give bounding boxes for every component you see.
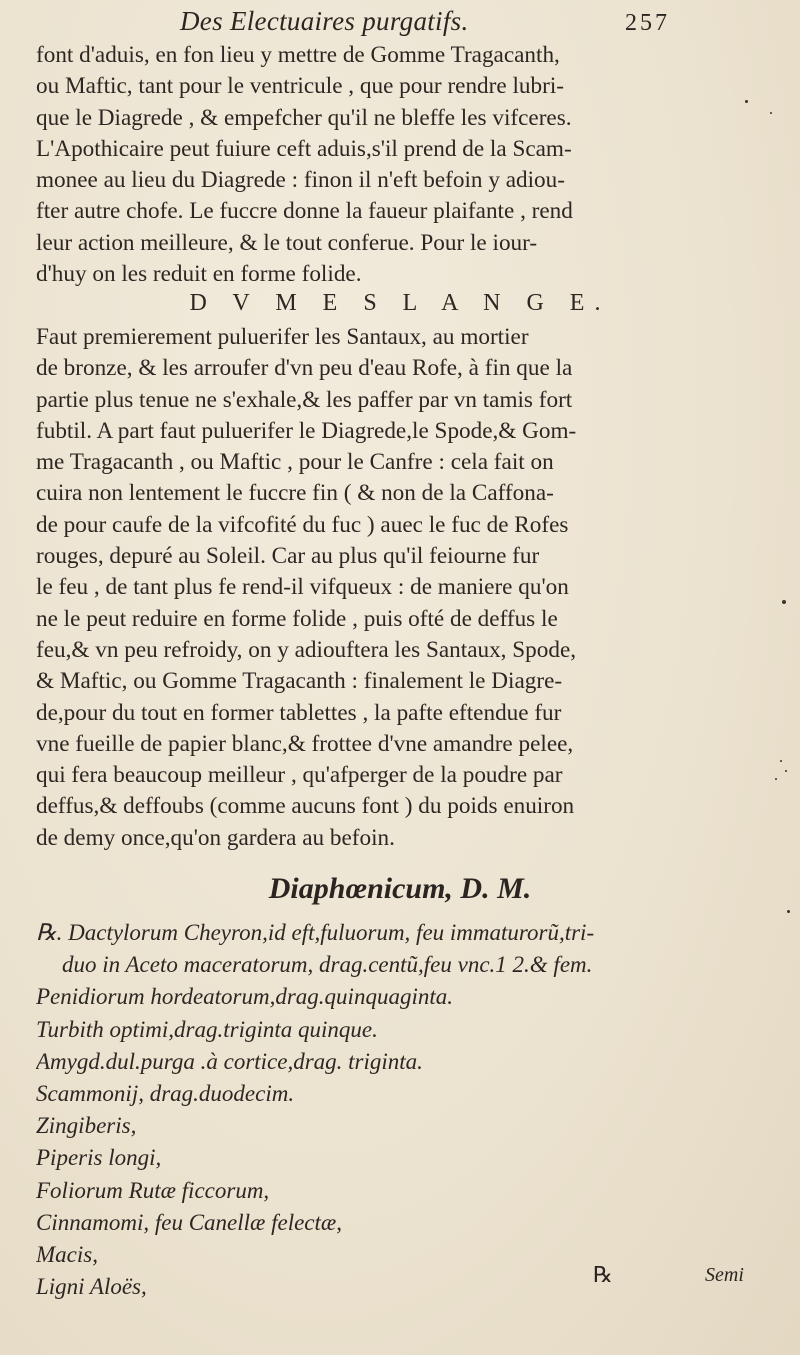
running-header [150,6,670,37]
ingredient-line: ℞. Dactylorum Cheyron,id eft,fuluorum, feu immaturorũ,tri- [36,920,595,945]
text-line: de bronze, & les arroufer d'vn peu d'eau Rofe, à fin que la [36,355,573,382]
page-number: 257 [625,10,670,36]
ingredient-line: Scammonij, drag.duodecim. [36,1080,295,1106]
text-line: de,pour du tout en former tablettes , la pafte eftendue fur [36,699,562,726]
text-line: partie plus tenue ne s'exhale,& les paffer par vn tamis fort [36,386,573,413]
paragraph-2 [36,322,776,854]
text-line: Faut premierement puluerifer les Santaux, au mortier [36,324,529,350]
ingredient-line: Amygd.dul.purga .à cortice,drag. triginta. [36,1048,423,1074]
text-line: fubtil. A part faut puluerifer le Diagrede,le Spode,& Gom- [36,417,577,444]
recipe-title: Diaphœnicum, D. M. [268,872,532,905]
ink-speck [745,100,748,103]
ingredient-line: Zingiberis, [36,1113,137,1139]
text-line: font d'aduis, en fon lieu y mettre de Gomme Tragacanth, [36,42,560,68]
text-line: que le Diagrede , & empefcher qu'il ne bleffe les vifceres. [36,104,572,131]
text-line: L'Apothicaire peut fuiure ceft aduis,s'il prend de la Scam- [36,135,572,162]
ingredient-line: Foliorum Rutæ ficcorum, [36,1177,270,1203]
text-line: qui fera beaucoup meilleur , qu'afperger de la poudre par [36,762,563,789]
recipe-custos: ℞ [593,1262,613,1287]
ingredient-line: Ligni Aloës, [36,1274,147,1300]
ink-speck [770,112,772,114]
text-line: de pour caufe de la vifcofité du fuc ) auec le fuc de Rofes [36,511,569,538]
text-line: fter autre chofe. Le fuccre donne la faueur plaifante , rend [36,198,573,225]
text-line: leur action meilleure, & le tout conferue. Pour le iour- [36,229,538,256]
ink-speck [775,778,777,780]
text-line: le feu , de tant plus fe rend-il vifqueux : de maniere qu'on [36,574,569,601]
page-footer [0,1262,800,1302]
text-line: monee au lieu du Diagrede : finon il n'eft befoin y adiou- [36,167,565,194]
text-line: cuira non lentement le fuccre fin ( & non de la Caffona- [36,480,554,507]
text-line: d'huy on les reduit en forme folide. [36,261,362,288]
text-line: feu,& vn peu refroidy, on y adiouftera les Santaux, Spode, [36,636,577,663]
running-title: Des Electuaires purgatifs. [180,6,469,36]
ingredient-line: duo in Aceto maceratorum, drag.centũ,feu vnc.1 2.& fem. [62,952,593,978]
text-line: ne le peut reduire en forme folide , puis ofté de deffus le [36,605,558,632]
ink-speck [785,770,787,772]
ink-speck [780,760,782,762]
ingredient-line: Turbith optimi,drag.triginta quinque. [36,1016,378,1042]
ink-speck [787,910,790,913]
ingredient-line: Penidiorum hordeatorum,drag.quinquaginta. [36,984,453,1010]
text-line: vne fueille de papier blanc,& frottee d'vne amandre pelee, [36,730,574,757]
ingredient-line: Cinnamomi, feu Canellæ felectæ, [36,1209,342,1235]
ink-speck [782,600,786,604]
recipe-ingredients [36,917,776,1303]
text-line: deffus,& deffoubs (comme aucuns font ) du poids enuiron [36,793,575,820]
ingredient-line: Macis, [36,1241,98,1267]
paragraph-1 [36,40,776,290]
text-line: & Maftic, ou Gomme Tragacanth : finalement le Diagre- [36,668,563,695]
catchword: Semi [705,1264,744,1286]
text-line: ou Maftic, tant pour le ventricule , que pour rendre lubri- [36,73,564,100]
text-line: rouges, depuré au Soleil. Car au plus qu'il feiourne fur [36,543,540,570]
ingredient-line: Piperis longi, [36,1145,162,1171]
section-heading: D V M E S L A N G E. [189,290,611,316]
text-line: me Tragacanth , ou Maftic , pour le Canfre : cela fait on [36,449,554,476]
text-line: de demy once,qu'on gardera au befoin. [36,824,395,851]
